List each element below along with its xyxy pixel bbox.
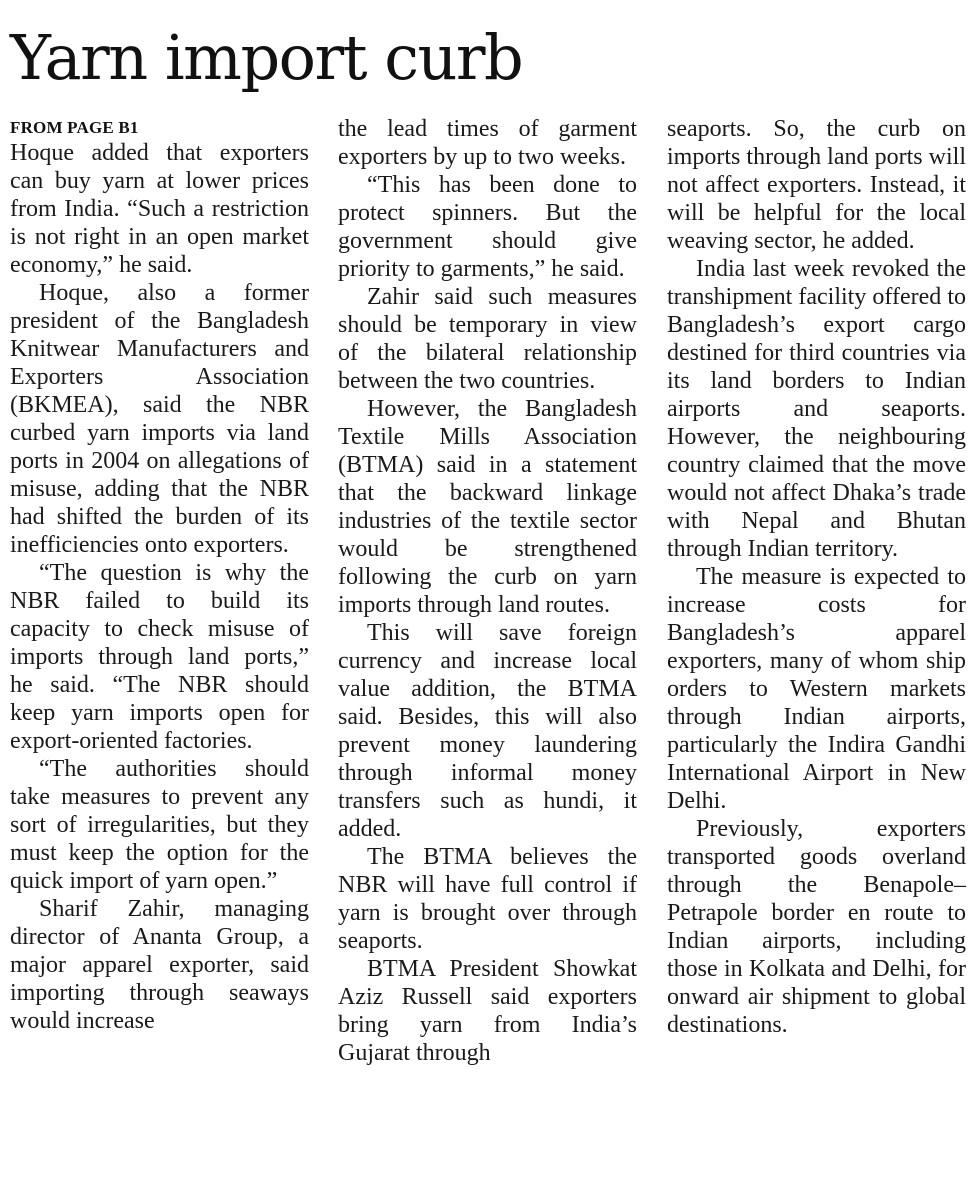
article-column-1 (10, 115, 309, 1035)
paragraph: “The question is why the NBR failed to build its capacity to check misuse of imports through land ports,” he said. “The NBR should keep yarn imports open for export-oriented factories. (10, 560, 309, 754)
paragraph: India last week revoked the transhipment facility offered to Bangladesh’s export cargo destined for third countries via its land borders to Indian airports and seaports. However, the neighbouring country claimed that the move would not affect Dhaka’s trade with Nepal and Bhutan through Indian territory. (667, 256, 966, 562)
headline: Yarn import curb (10, 21, 523, 94)
paragraph: seaports. So, the curb on imports through land ports will not affect exporters. Instead, it will be helpful for the local weaving sector, he added. (667, 116, 966, 254)
article-column-3 (667, 115, 966, 1039)
paragraph: This will save foreign currency and increase local value addition, the BTMA said. Besides, this will also prevent money laundering through informal money transfers such as hundi, it added. (338, 620, 637, 842)
paragraph: The measure is expected to increase costs for Bangladesh’s apparel exporters, many of whom ship orders to Western markets through Indian airports, particularly the Indira Gandhi International Airport in New Delhi. (667, 564, 966, 814)
paragraph: However, the Bangladesh Textile Mills Association (BTMA) said in a statement that the backward linkage industries of the textile sector would be strengthened following the curb on yarn imports through land routes. (338, 396, 637, 618)
paragraph: “The authorities should take measures to prevent any sort of irregularities, but they must keep the option for the quick import of yarn open.” (10, 756, 309, 894)
paragraph: The BTMA believes the NBR will have full control if yarn is brought over through seaports. (338, 844, 637, 954)
paragraph: “This has been done to protect spinners. But the government should give priority to garments,” he said. (338, 172, 637, 282)
paragraph: the lead times of garment exporters by up to two weeks. (338, 116, 637, 170)
dateline: FROM PAGE B1 (10, 118, 139, 137)
paragraph: Previously, exporters transported goods overland through the Benapole–Petrapole border en route to Indian airports, including those in Kolkata and Delhi, for onward air shipment to global destinations. (667, 816, 966, 1038)
article-column-2 (338, 115, 637, 1067)
paragraph: Hoque added that exporters can buy yarn at lower prices from India. “Such a restriction is not right in an open market economy,” he said. (10, 140, 309, 278)
paragraph: Zahir said such measures should be temporary in view of the bilateral relationship between the two countries. (338, 284, 637, 394)
paragraph: Sharif Zahir, managing director of Ananta Group, a major apparel exporter, said importing through seaways would increase (10, 896, 309, 1034)
paragraph: BTMA President Showkat Aziz Russell said exporters bring yarn from India’s Gujarat through (338, 956, 637, 1066)
paragraph: Hoque, also a former president of the Bangladesh Knitwear Manufacturers and Exporters Association (BKMEA), said the NBR curbed yarn imports via land ports in 2004 on allegations of misuse, adding that the NBR had shifted the burden of its inefficiencies onto exporters. (10, 280, 309, 558)
